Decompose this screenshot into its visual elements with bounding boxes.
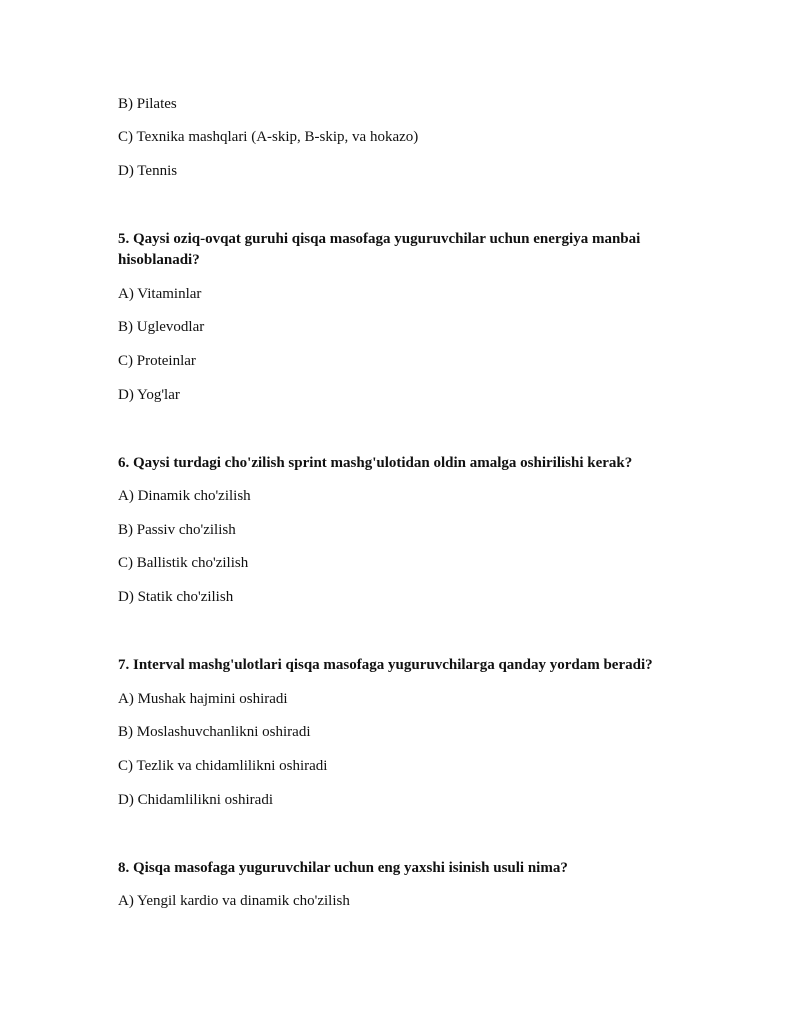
q5-option-d: D) Yog'lar (118, 387, 180, 403)
q5-option-b: B) Uglevodlar (118, 319, 205, 335)
q6-option-b: B) Passiv cho'zilish (118, 522, 236, 538)
option-b-prev: B) Pilates (118, 96, 177, 112)
q6-option-a: A) Dinamik cho'zilish (118, 488, 251, 504)
question-7: 7. Interval mashg'ulotlari qisqa masofaga yuguruvchilarga qanday yordam beradi? (118, 657, 653, 673)
q6-option-d: D) Statik cho'zilish (118, 589, 234, 605)
question-6: 6. Qaysi turdagi cho'zilish sprint mashg'ulotidan oldin amalga oshirilishi kerak? (118, 455, 633, 471)
q7-option-a: A) Mushak hajmini oshiradi (118, 691, 288, 707)
option-d-prev: D) Tennis (118, 163, 178, 179)
q8-option-a: A) Yengil kardio va dinamik cho'zilish (118, 893, 350, 909)
q7-option-c: C) Tezlik va chidamlilikni oshiradi (118, 758, 328, 774)
q6-option-c: C) Ballistik cho'zilish (118, 555, 249, 571)
question-5: 5. Qaysi oziq-ovqat guruhi qisqa masofaga yuguruvchilar uchun energiya manbai hisoblanadi? (118, 231, 641, 268)
q5-option-a: A) Vitaminlar (118, 286, 202, 302)
option-c-prev: C) Texnika mashqlari (A-skip, B-skip, va hokazo) (118, 129, 419, 145)
q7-option-b: B) Moslashuvchanlikni oshiradi (118, 724, 311, 740)
q5-option-c: C) Proteinlar (118, 353, 196, 369)
question-8: 8. Qisqa masofaga yuguruvchilar uchun eng yaxshi isinish usuli nima? (118, 860, 568, 876)
q7-option-d: D) Chidamlilikni oshiradi (118, 792, 273, 808)
